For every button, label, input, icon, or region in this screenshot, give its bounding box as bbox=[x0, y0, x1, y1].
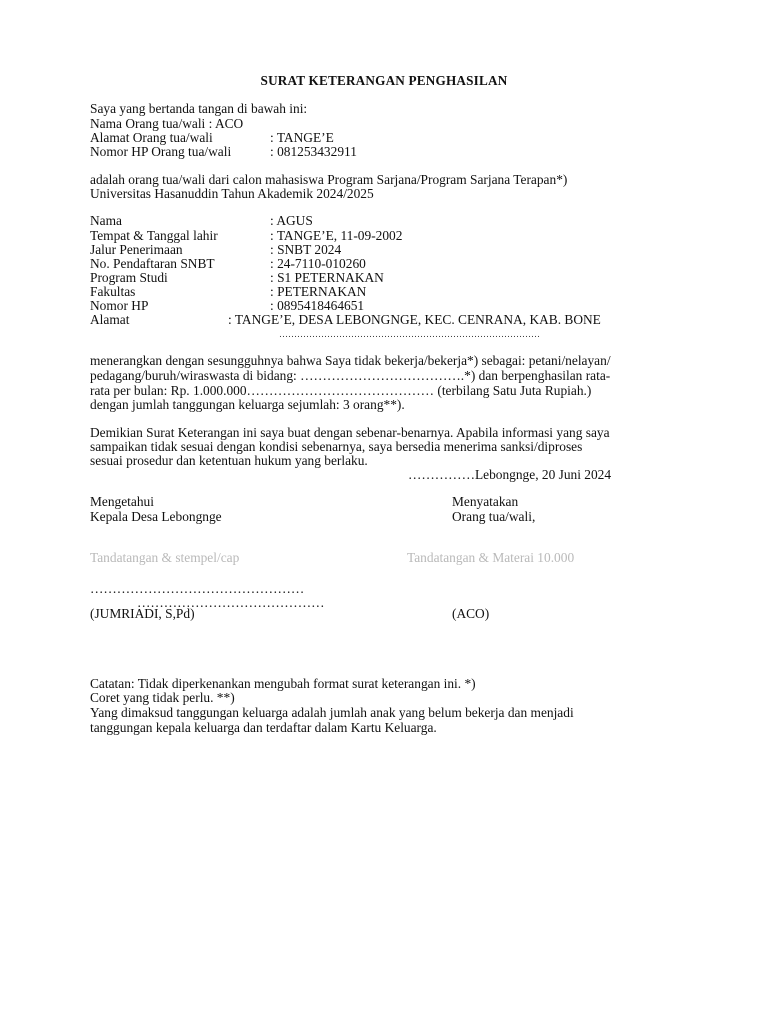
student-value: : SNBT 2024 bbox=[270, 242, 342, 257]
place-date: ……………Lebongnge, 20 Juni 2024 bbox=[408, 467, 612, 482]
student-row bbox=[90, 270, 690, 285]
student-address-label: Alamat bbox=[90, 312, 130, 327]
note-line-4: tanggungan kepala keluarga dan terdaftar dalam Kartu Keluarga. bbox=[90, 720, 437, 735]
left-signature-dots-1: ………………………………………… bbox=[90, 581, 305, 596]
left-signatory-name: (JUMRIADI, S,Pd) bbox=[90, 606, 195, 621]
left-sign-role: Kepala Desa Lebongnge bbox=[90, 509, 222, 524]
student-row bbox=[90, 242, 690, 257]
student-row bbox=[90, 298, 690, 313]
parent-address-label: Alamat Orang tua/wali bbox=[90, 130, 213, 145]
student-value: : TANGE’E, 11-09-2002 bbox=[270, 228, 403, 243]
student-address-value: : TANGE’E, DESA LEBONGNGE, KEC. CENRANA, KAB. BONE bbox=[228, 312, 601, 327]
parent-phone-value: : 081253432911 bbox=[270, 144, 357, 159]
student-label: Nama bbox=[90, 213, 122, 228]
parent-name: Nama Orang tua/wali : ACO bbox=[90, 116, 244, 131]
declaration-line-3: rata per bulan: Rp. 1.000.000…………………………………… (terbilang Satu Juta Rupiah.) bbox=[90, 383, 592, 398]
student-label: Tempat & Tanggal lahir bbox=[90, 228, 218, 243]
student-address-row bbox=[90, 312, 690, 327]
address-dots: …………………………………………………………………………… bbox=[279, 329, 540, 339]
student-row bbox=[90, 213, 690, 228]
student-label: No. Pendaftaran SNBT bbox=[90, 256, 215, 271]
declaration-line-4: dengan jumlah tanggungan keluarga sejumlah: 3 orang**). bbox=[90, 397, 405, 412]
student-value: : 24-7110-010260 bbox=[270, 256, 366, 271]
student-row bbox=[90, 256, 690, 271]
statement-line-1: adalah orang tua/wali dari calon mahasiswa Program Sarjana/Program Sarjana Terapan*) bbox=[90, 172, 568, 187]
document-title: SURAT KETERANGAN PENGHASILAN bbox=[260, 73, 508, 88]
declaration-line-1: menerangkan dengan sesungguhnya bahwa Saya tidak bekerja/bekerja*) sebagai: petani/nelayan/ bbox=[90, 353, 611, 368]
student-label: Program Studi bbox=[90, 270, 168, 285]
parent-address-row bbox=[90, 130, 690, 145]
left-signature-hint: Tandatangan & stempel/cap bbox=[90, 550, 240, 565]
parent-phone-label: Nomor HP Orang tua/wali bbox=[90, 144, 232, 159]
closing-line-2: sampaikan tidak sesuai dengan kondisi sebenarnya, saya bersedia menerima sanksi/diproses bbox=[90, 439, 583, 454]
right-signatory-name: (ACO) bbox=[452, 606, 490, 621]
note-line-1: Catatan: Tidak diperkenankan mengubah format surat keterangan ini. *) bbox=[90, 676, 476, 691]
note-line-3: Yang dimaksud tanggungan keluarga adalah jumlah anak yang belum bekerja dan menjadi bbox=[90, 705, 574, 720]
right-signature-hint: Tandatangan & Materai 10.000 bbox=[407, 550, 575, 565]
intro-text: Saya yang bertanda tangan di bawah ini: bbox=[90, 101, 308, 116]
statement-line-2: Universitas Hasanuddin Tahun Akademik 2024/2025 bbox=[90, 186, 374, 201]
closing-line-3: sesuai prosedur dan ketentuan hukum yang berlaku. bbox=[90, 453, 368, 468]
student-label: Fakultas bbox=[90, 284, 136, 299]
student-label: Nomor HP bbox=[90, 298, 149, 313]
right-sign-heading: Menyatakan bbox=[452, 494, 519, 509]
student-row bbox=[90, 228, 690, 243]
student-row bbox=[90, 284, 690, 299]
parent-phone-row bbox=[90, 144, 690, 159]
right-sign-role: Orang tua/wali, bbox=[452, 509, 536, 524]
declaration-line-2: pedagang/buruh/wiraswasta di bidang: ……………………………….*) dan berpenghasilan rata- bbox=[90, 368, 611, 383]
left-sign-heading: Mengetahui bbox=[90, 494, 154, 509]
student-value: : 0895418464651 bbox=[270, 298, 365, 313]
left-signature-dots-2: …………………………………… bbox=[137, 595, 325, 610]
note-line-2: Coret yang tidak perlu. **) bbox=[90, 690, 235, 705]
student-value: : AGUS bbox=[270, 213, 313, 228]
closing-line-1: Demikian Surat Keterangan ini saya buat dengan sebenar-benarnya. Apabila informasi yang saya bbox=[90, 425, 610, 440]
student-value: : S1 PETERNAKAN bbox=[270, 270, 384, 285]
student-value: : PETERNAKAN bbox=[270, 284, 367, 299]
parent-address-value: : TANGE’E bbox=[270, 130, 334, 145]
student-label: Jalur Penerimaan bbox=[90, 242, 183, 257]
